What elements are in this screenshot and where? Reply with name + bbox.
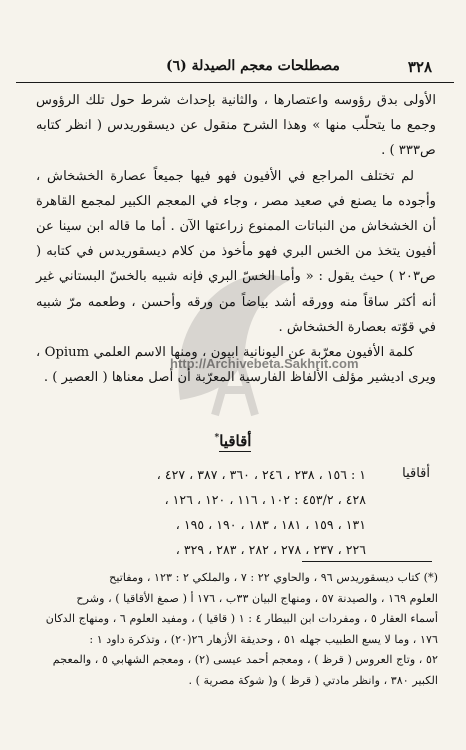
entry-heading: [0, 432, 466, 450]
index-row: ٤٢٨ ، ٤٥٣/٢ : ١٠٢ ، ١١٦ ، ١٢٠ ، ١٢٦ ،: [164, 492, 366, 507]
index-row: ٢٢٦ ، ٢٣٧ ، ٢٧٨ ، ٢٨٢ ، ٢٨٣ ، ٣٢٩ ،: [175, 542, 366, 557]
paragraph-3: كلمة الأفيون معرّبة عن اليونانية ابيون ، ومنها الاسم العلمي Opium ، ويرى اديشير مؤلف الألفاظ الفارسية المعرّبة أن أصل معناها ( العصير ) .: [36, 345, 436, 386]
footnote-line: العلوم ١٦٩ ، والصيدنة ٥٧ ، ومنهاج البيان ٣٣ب ، ١٧٦ أ ( صمغ الأقاقيا ) ، وشرح: [76, 591, 438, 605]
page-number: ٣٢٨: [407, 58, 432, 76]
index-references: [62, 462, 366, 562]
index-heading: أقاقيا: [402, 466, 430, 481]
page-header: [16, 56, 454, 82]
footnote-line: أسماء العقار ٥ ، ومفردات ابن البيطار ٤ : ١ ( قاقيا ) ، ومفيد العلوم ٦ ، ومنهاج الدكان: [45, 612, 438, 626]
header-rule: [16, 82, 454, 83]
running-title: مصطلحات معجم الصيدلة (٦): [166, 58, 340, 74]
footnote-line: الكبير ٣٨٠ ، وانظر مادتي ( قرظ ) و( شوكة مصرية ) .: [188, 673, 438, 687]
entry-title: أقاقيا: [219, 432, 252, 450]
paragraph-1: الأولى بدق رؤوسه واعتصارها ، والثانية بإحداث شرط حول تلك الرؤوس وجمع ما يتحلّب منها » وهذا الشرح منقول عن ديسقوريدس ( انظر كتابه ص٣٣٣ ) .: [36, 93, 436, 159]
footnote-marker: *: [214, 433, 220, 443]
footnote-line: (*) كتاب ديسقوريدس ٩٦ ، والحاوي ٢٢ : ٧ ، والملكي ٢ : ١٢٣ ، ومفاتيح: [109, 571, 438, 584]
paragraph-2: لم تختلف المراجع في الأفيون فهو فيها جميعاً عصارة الخشخاش ، وأجوده ما يصنع في صعيد مصر ، وجاء في المعجم الكبير لمجمع القاهرة أن الخشخاش من النباتات الممنوع زراعتها الآن . أما ما قاله ابن سينا عن أفيون يتخذ من الخس البري فهو مأخوذ من كلام ديسقوريدس في كتابه ( ص٢٠٣ ) حيث يقول : « وأما الخسّ البري فإنه شبيه بالخسّ البستاني غير أنه أكثر ساقاً منه وورقه أشد بياضاً من ورقه وأحسن ، وطعمه مرّ شبيه في قوّته بعصارة الخشخاش .: [36, 168, 436, 335]
footnote-separator: [302, 561, 432, 562]
footnote-line: ٥٢ ، وتاج العروس ( قرظ ) ، ومعجم أحمد عيسى (٢) ، ومعجم الشهابي ٥ ، والمعجم: [52, 653, 438, 667]
main-text: [36, 88, 436, 390]
footnotes: [30, 568, 438, 692]
index-row: ١٣١ ، ١٥٩ ، ١٨١ ، ١٨٣ ، ١٩٠ ، ١٩٥ ،: [175, 517, 366, 532]
footnote-line: ١٧٦ ، وما لا يسع الطبيب جهله ٥١ ، وحديقة الأزهار ٢٦(٢٠) ، وتذكرة داود ١ :: [89, 632, 438, 646]
index-row: ١ : ١٥٦ ، ٢٣٨ ، ٢٤٦ ، ٣٦٠ ، ٣٨٧ ، ٤٢٧ ،: [156, 467, 366, 482]
watermark-url: http://Archivebeta.Sakhrit.com: [170, 356, 359, 371]
